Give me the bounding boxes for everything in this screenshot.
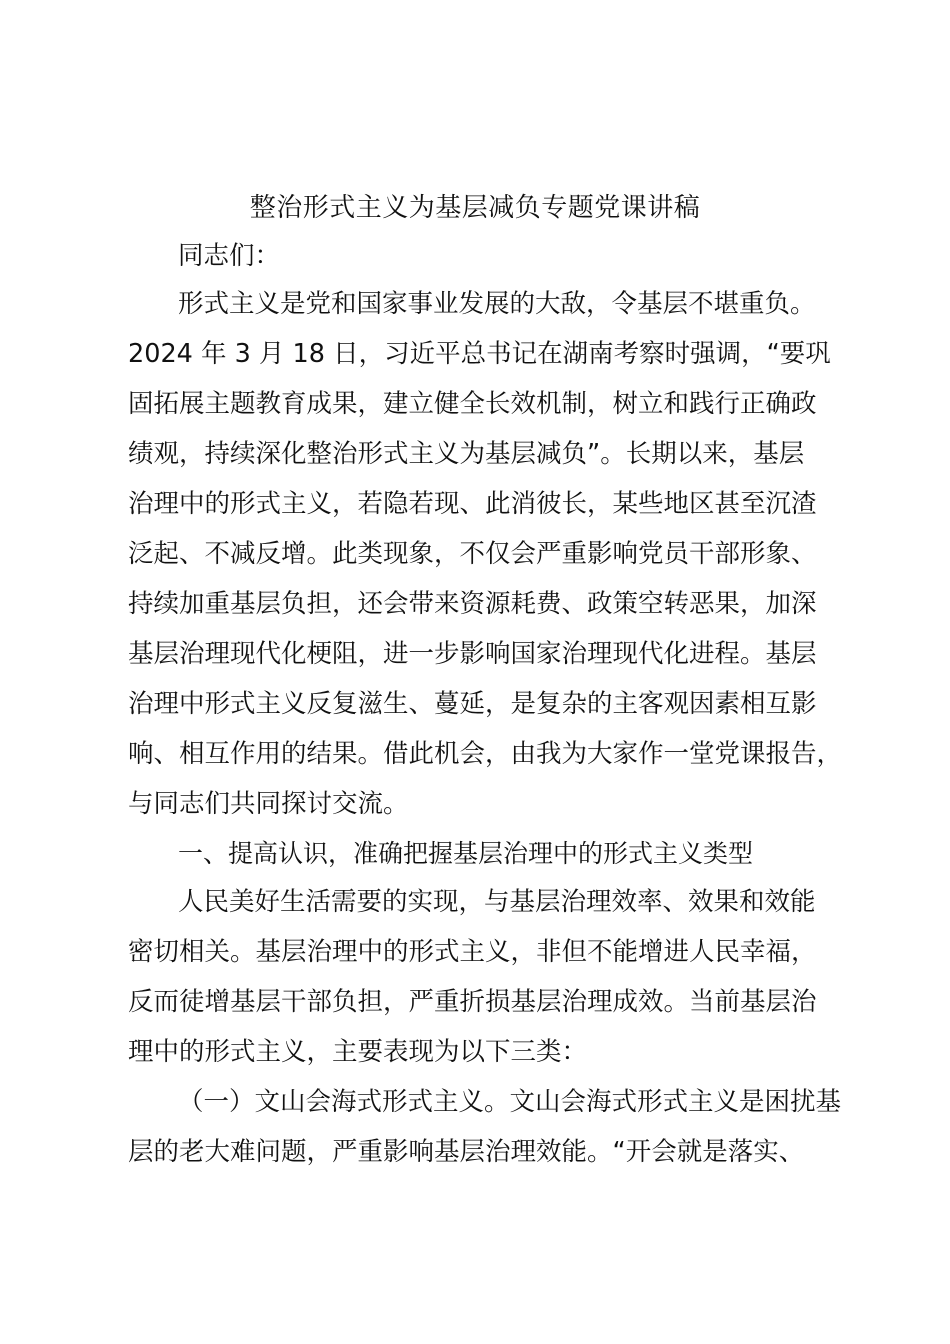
- body-line: 2024 年 3 月 18 日，习近平总书记在湖南考察时强调，“要巩: [128, 339, 831, 369]
- salutation-line: 同志们：: [178, 241, 281, 271]
- body-line: 人民美好生活需要的实现，与基层治理效率、效果和效能: [178, 887, 816, 917]
- document-title: 整治形式主义为基层减负专题党课讲稿: [249, 193, 701, 223]
- body-line: 持续加重基层负担，还会带来资源耗费、政策空转恶果，加深: [128, 589, 817, 619]
- body-line: 层的老大难问题，严重影响基层治理效能。“开会就是落实、: [128, 1137, 805, 1167]
- body-line: 形式主义是党和国家事业发展的大敌，令基层不堪重负。: [178, 289, 816, 319]
- body-line: 反而徒增基层干部负担，严重折损基层治理成效。当前基层治: [128, 987, 817, 1017]
- body-line: 密切相关。基层治理中的形式主义，非但不能增进人民幸福，: [128, 937, 817, 967]
- body-line: 绩观，持续深化整治形式主义为基层减负”。长期以来，基层: [128, 439, 805, 469]
- section-heading: 一、提高认识，准确把握基层治理中的形式主义类型: [178, 839, 754, 868]
- subsection-line: （一）文山会海式形式主义。文山会海式形式主义是困扰基: [178, 1087, 842, 1117]
- body-line: 治理中形式主义反复滋生、蔓延，是复杂的主客观因素相互影: [128, 689, 817, 719]
- body-line: 响、相互作用的结果。借此机会，由我为大家作一堂党课报告，: [128, 739, 843, 769]
- body-line: 泛起、不减反增。此类现象，不仅会严重影响党员干部形象、: [128, 539, 817, 569]
- body-line: 与同志们共同探讨交流。: [128, 789, 409, 819]
- body-line: 基层治理现代化梗阻，进一步影响国家治理现代化进程。基层: [128, 639, 817, 669]
- body-line: 理中的形式主义，主要表现为以下三类：: [128, 1037, 588, 1067]
- body-line: 治理中的形式主义，若隐若现、此消彼长，某些地区甚至沉渣: [128, 489, 817, 519]
- body-line: 固拓展主题教育成果，建立健全长效机制，树立和践行正确政: [128, 389, 817, 419]
